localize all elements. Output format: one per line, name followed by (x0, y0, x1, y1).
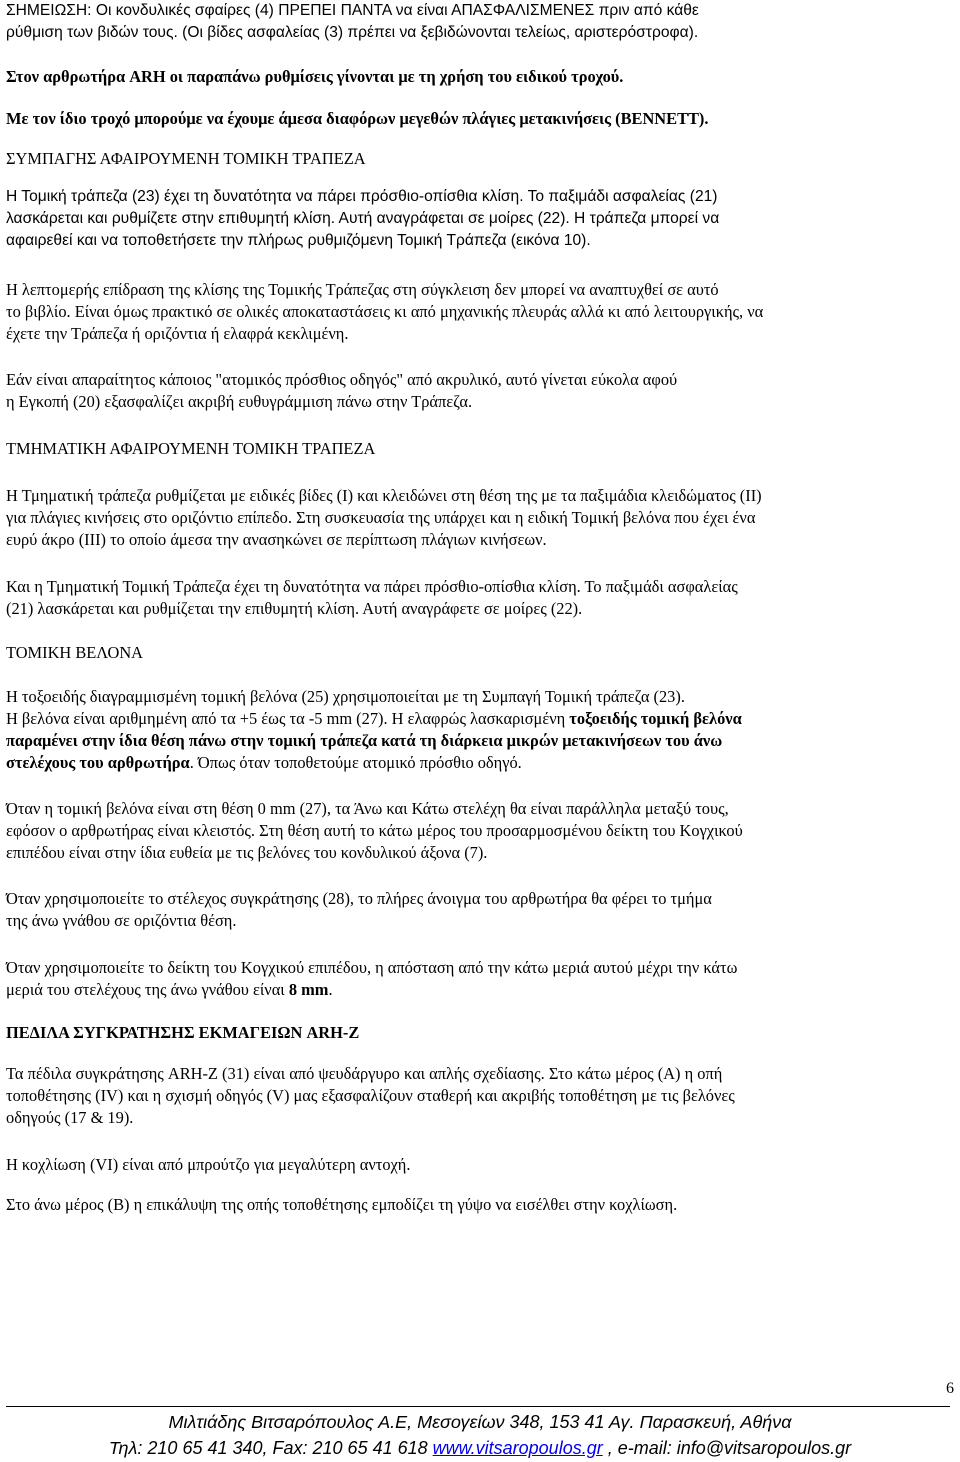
page-number: 6 (946, 1380, 954, 1397)
section1-paragraph-3: Εάν είναι απαραίτητος κάποιος "ατομικός πρόσθιος οδηγός" από ακρυλικό, αυτό γίνεται εύκολα αφού η Εγκοπή (20) εξασφαλίζει ακριβή ευθυγράμμιση πάνω στην Τράπεζα. (6, 370, 678, 411)
footer-divider (6, 1406, 950, 1407)
section1-paragraph-2: Η λεπτομερής επίδραση της κλίσης της Τομικής Τράπεζας στη σύγκλειση δεν μπορεί να αναπτυχθεί σε αυτό το βιβλίο. Είναι όμως πρακτικό σε ολικές αποκαταστάσεις κι από μηχανικής πλευράς αλλά κι από λειτουργικής, να έχετε την Τράπεζα ή οριζόντια ή ελαφρά κεκλιμένη. (6, 280, 764, 343)
section3-paragraph-3: Όταν χρησιμοποιείτε το στέλεχος συγκράτησης (28), το πλήρες άνοιγμα του αρθρωτήρα θα φέρει το τμήμα της άνω γνάθου σε οριζόντια θέση. (6, 889, 712, 930)
section3-paragraph-2: Όταν η τομική βελόνα είναι στη θέση 0 mm (27), τα Άνω και Κάτω στελέχη θα είναι παράλληλα μεταξύ τους, εφόσον ο αρθρωτήρας είναι κλειστός. Στη θέση αυτή το κάτω μέρος του προσαρμοσμένου δείκτη του Κογχικού επιπέδου είναι στην ίδια ευθεία με τις βελόνες του κονδυλικού άξονα (7). (6, 799, 743, 862)
section4-paragraph-3: Στο άνω μέρος (Β) η επικάλυψη της οπής τοποθέτησης εμποδίζει τη γύψο να εισέλθει στην κοχλίωση. (6, 1195, 678, 1214)
note-paragraph (6, 0, 954, 44)
intro-paragraph-2: Με τον ίδιο τροχό μπορούμε να έχουμε άμεσα διαφόρων μεγεθών πλάγιες μετακινήσεις (BENNETT). (6, 109, 709, 128)
section-heading-incisal-pin: ΤΟΜΙΚΗ ΒΕΛΟΝΑ (6, 643, 144, 662)
section4-paragraph-1: Τα πέδιλα συγκράτησης ARH-Z (31) είναι από ψευδάργυρο και απλής σχεδίασης. Στο κάτω μέρος (Α) η οπή τοποθέτησης (IV) και η σχισμή οδηγός (V) μας εξασφαλίζουν σταθερή και ακριβής τοποθέτηση με τις βελόνες οδηγούς (17 & 19). (6, 1064, 735, 1127)
note-label: ΣΗΜΕΙΩΣΗ: (6, 2, 92, 19)
section-heading-model-holders: ΠΕΔΙΛΑ ΣΥΓΚΡΑΤΗΣΗΣ ΕΚΜΑΓΕΙΩΝ ARH-Z (6, 1023, 360, 1042)
section2-paragraph-1: Η Τμηματική τράπεζα ρυθμίζεται με ειδικές βίδες (Ι) και κλειδώνει στη θέση της με τα παξιμάδια κλειδώματος (ΙΙ) για πλάγιες κινήσεις στο οριζόντιο επίπεδο. Στη συσκευασία της υπάρχει και η ειδική Τομική βελόνα που έχει ένα ευρύ άκρο (ΙΙΙ) το οποίο άμεσα την ανασηκώνει σε περίπτωση πλάγιων κινήσεων. (6, 486, 762, 549)
section-heading-segmental-table: ΤΜΗΜΑΤΙΚΗ ΑΦΑΙΡΟΥΜΕΝΗ ΤΟΜΙΚΗ ΤΡΑΠΕΖΑ (6, 439, 376, 458)
section3-paragraph-1: Η τοξοειδής διαγραμμισμένη τομική βελόνα (25) χρησιμοποιείται με τη Συμπαγή Τομική τράπεζα (23). Η βελόνα είναι αριθμημένη από τα +5 έως τα -5 mm (27). Η ελαφρώς λασκαρισμένη τοξοειδής τομική βελόνα παραμένει στην ίδια θέση πάνω στην τομική τράπεζα κατά τη διάρκεια μικρών μετακινήσεων του άνω στελέχους του αρθρωτήρα. Όπως όταν τοποθετούμε ατομικό πρόσθιο οδηγό. (6, 687, 742, 772)
footer-contact: Τηλ: 210 65 41 340, Fax: 210 65 41 618 www.vitsaropoulos.gr , e-mail: info@vitsaropoulos.gr (108, 1438, 852, 1458)
section3-paragraph-4: Όταν χρησιμοποιείτε το δείκτη του Κογχικού επιπέδου, η απόσταση από την κάτω μεριά αυτού μέχρι την κάτω μεριά του στελέχους της άνω γνάθου είναι 8 mm. (6, 958, 738, 999)
section1-paragraph-1: Η Τομική τράπεζα (23) έχει τη δυνατότητα να πάρει πρόσθιο-οπίσθια κλίση. Το παξιμάδι ασφαλείας (21) λασκάρεται και ρυθμίζετε στην επιθυμητή κλίση. Αυτή αναγράφεται σε μοίρες (22). Η τράπεζα μπορεί να αφαιρεθεί και να τοποθετήσετε την πλήρως ρυθμιζόμενη Τομική Τράπεζα (εικόνα 10). (6, 188, 720, 249)
note-line-1: ΣΗΜΕΙΩΣΗ: Οι κονδυλικές σφαίρες (4) ΠΡΕΠΕΙ ΠΑΝΤΑ να είναι ΑΠΑΣΦΑΛΙΣΜΕΝΕΣ πριν από κάθε (6, 2, 699, 19)
note-line-2: ρύθμιση των βιδών τους. (Οι βίδες ασφαλείας (3) πρέπει να ξεβιδώνονται τελείως, αριστερόστροφα). (6, 24, 699, 41)
section2-paragraph-2: Και η Τμηματική Τομική Τράπεζα έχει τη δυνατότητα να πάρει πρόσθιο-οπίσθια κλίση. Το παξιμάδι ασφαλείας (21) λασκάρεται και ρυθμίζεται την επιθυμητή κλίση. Αυτή αναγράφετε σε μοίρες (22). (6, 577, 738, 618)
section-heading-compact-table: ΣΥΜΠΑΓΗΣ ΑΦΑΙΡΟΥΜΕΝΗ ΤΟΜΙΚΗ ΤΡΑΠΕΖΑ (6, 149, 366, 168)
footer-address: Μιλτιάδης Βιτσαρόπουλος Α.Ε, Μεσογείων 348, 153 41 Αγ. Παρασκευή, Αθήνα (168, 1412, 792, 1432)
website-link[interactable]: www.vitsaropoulos.gr (432, 1438, 603, 1458)
section4-paragraph-2: Η κοχλίωση (VI) είναι από μπρούτζο για μεγαλύτερη αντοχή. (6, 1155, 411, 1174)
intro-paragraph-1: Στον αρθρωτήρα ARH οι παραπάνω ρυθμίσεις γίνονται με τη χρήση του ειδικού τροχού. (6, 67, 624, 86)
